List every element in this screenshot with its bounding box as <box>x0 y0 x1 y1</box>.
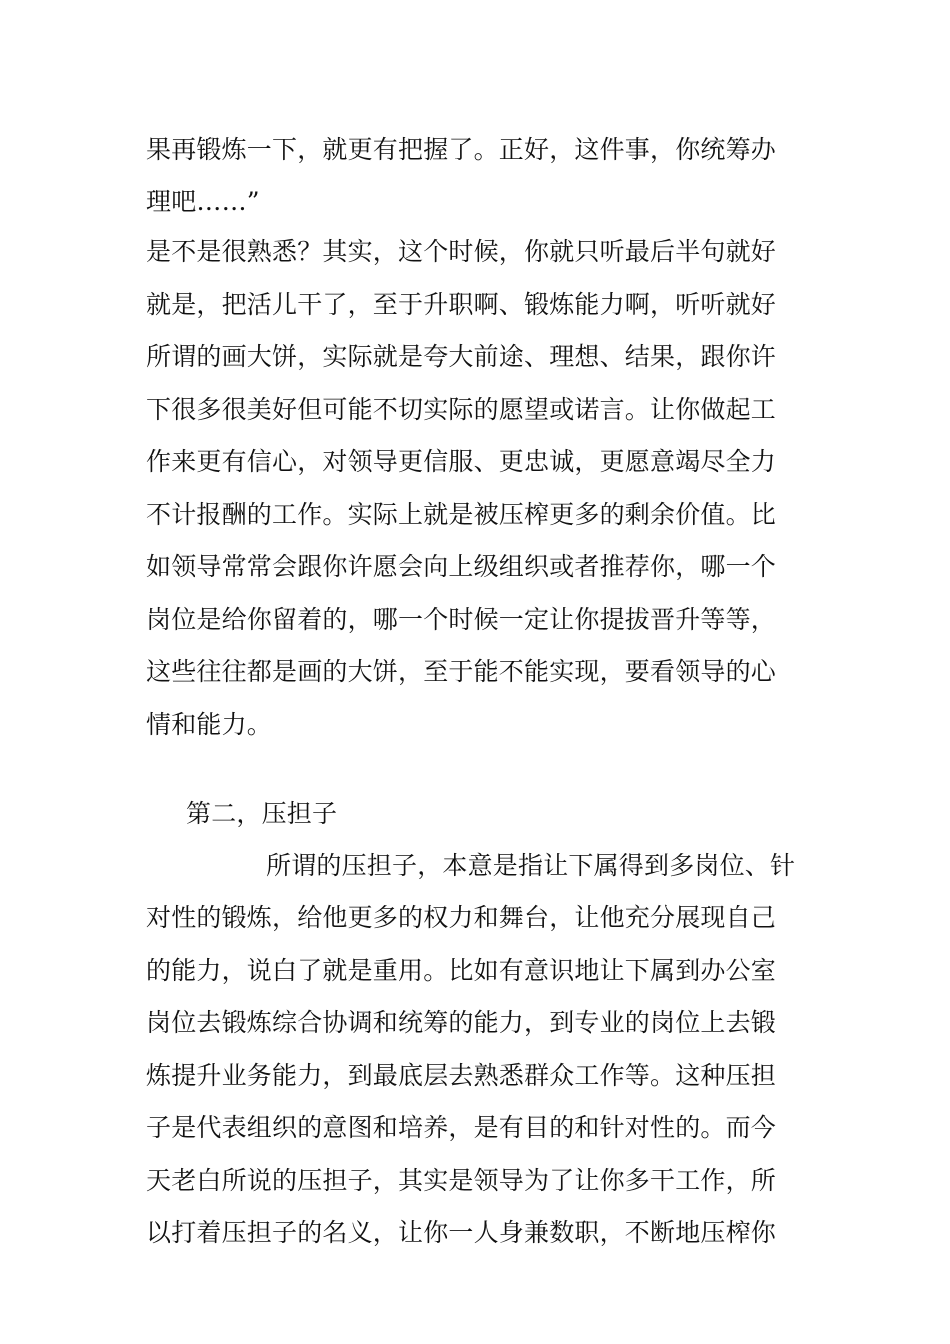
text-line: 对性的锻炼，给他更多的权力和舞台，让他充分展现自己 <box>146 903 777 932</box>
text-line: 就是，把活儿干了，至于升职啊、锻炼能力啊，听听就好 <box>146 290 777 319</box>
text-line: 这些往往都是画的大饼，至于能不能实现，要看领导的心 <box>146 657 777 686</box>
text-line: 理吧……” <box>146 187 260 216</box>
text-line: 如领导常常会跟你许愿会向上级组织或者推荐你，哪一个 <box>146 552 777 581</box>
section-heading: 第二，压担子 <box>186 799 338 828</box>
text-line: 果再锻炼一下，就更有把握了。正好，这件事，你统筹办 <box>146 135 777 164</box>
text-line: 作来更有信心，对领导更信服、更忠诚，更愿意竭尽全力 <box>146 447 777 476</box>
text-line: 的能力，说白了就是重用。比如有意识地让下属到办公室 <box>146 956 777 985</box>
text-line: 以打着压担子的名义，让你一人身兼数职，不断地压榨你 <box>146 1218 777 1247</box>
text-line: 岗位是给你留着的，哪一个时候一定让你提拔晋升等等， <box>146 605 777 634</box>
text-line: 所谓的画大饼，实际就是夸大前途、理想、结果，跟你许 <box>146 342 777 371</box>
text-line: 炼提升业务能力，到最底层去熟悉群众工作等。这种压担 <box>146 1061 777 1090</box>
text-line: 所谓的压担子，本意是指让下属得到多岗位、针 <box>266 851 796 880</box>
text-line: 子是代表组织的意图和培养，是有目的和针对性的。而今 <box>146 1113 777 1142</box>
text-line: 不计报酬的工作。实际上就是被压榨更多的剩余价值。比 <box>146 500 777 529</box>
text-line: 是不是很熟悉？其实，这个时候，你就只听最后半句就好 <box>146 237 777 266</box>
text-line: 下很多很美好但可能不切实际的愿望或诺言。让你做起工 <box>146 395 777 424</box>
text-line: 岗位去锻炼综合协调和统筹的能力，到专业的岗位上去锻 <box>146 1008 777 1037</box>
text-line: 天老白所说的压担子，其实是领导为了让你多干工作，所 <box>146 1166 777 1195</box>
text-line: 情和能力。 <box>146 710 273 739</box>
